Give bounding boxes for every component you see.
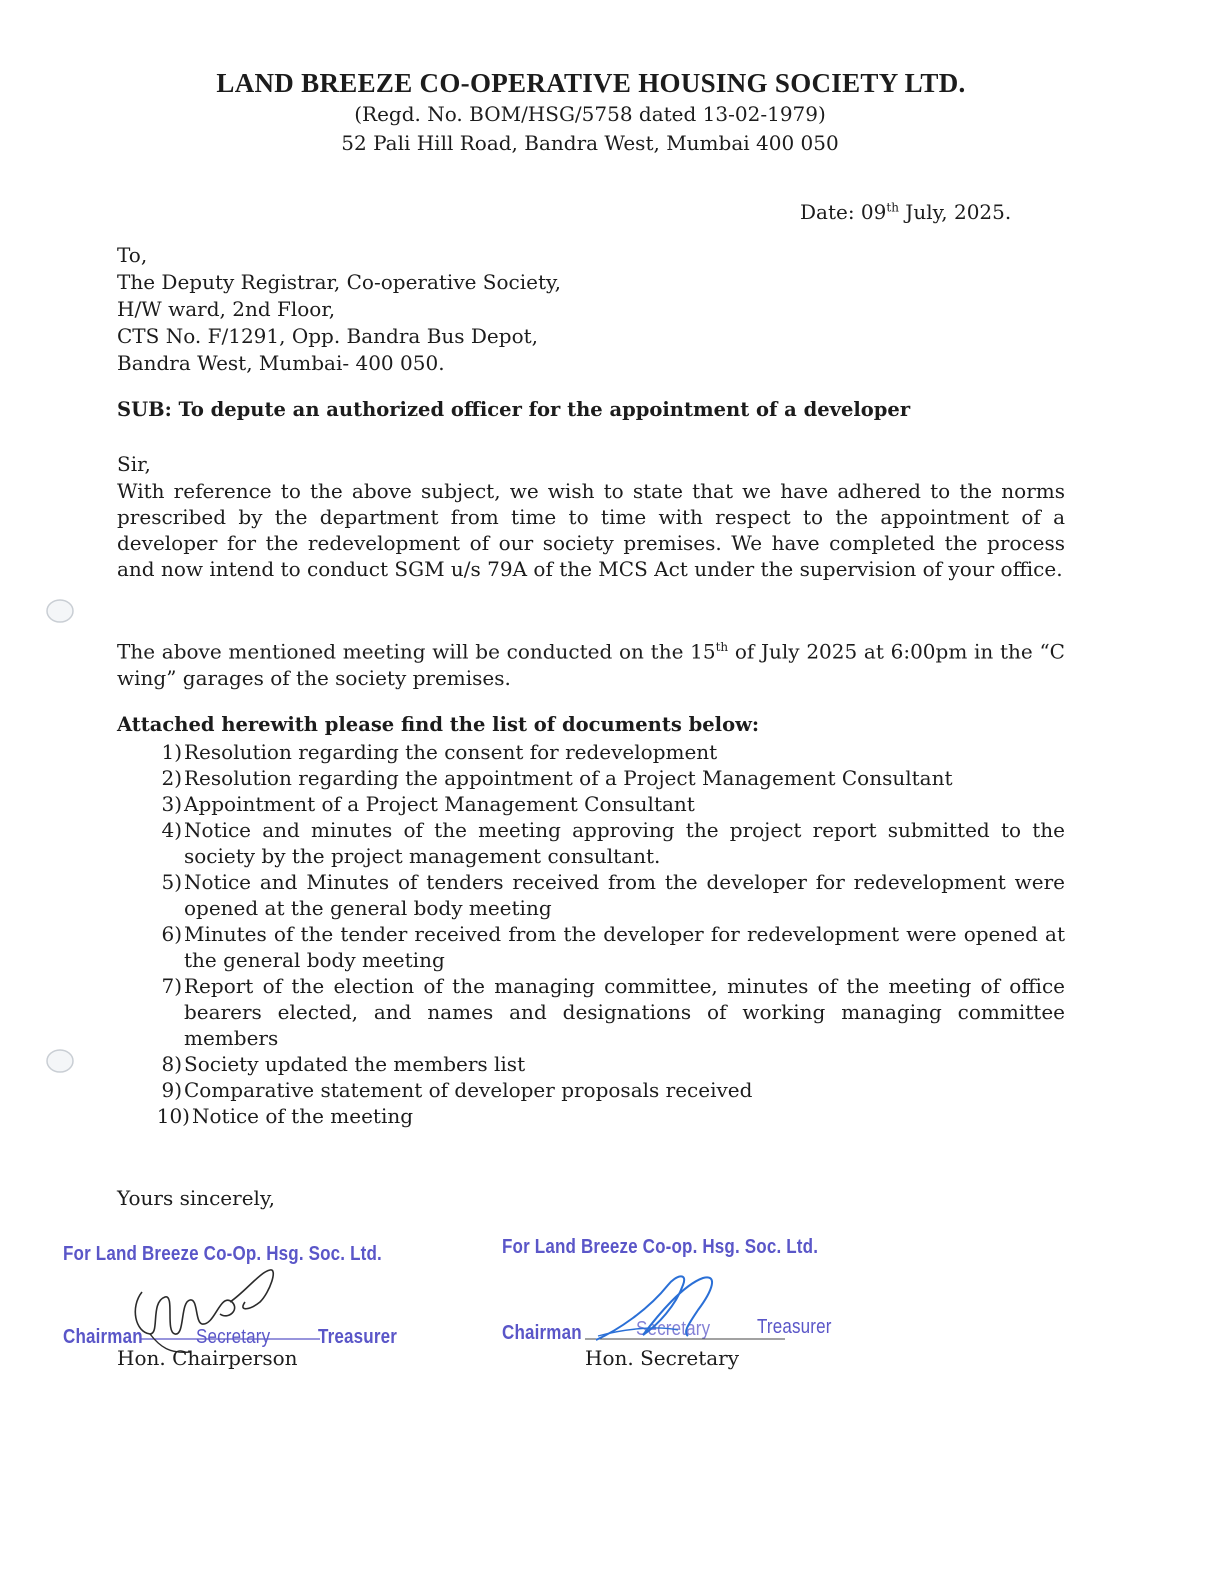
- list-item: 4) Notice and minutes of the meeting approving the project report submitted to the society by the project management consultant.: [161, 818, 1065, 868]
- list-item: 5) Notice and Minutes of tenders received from the developer for redevelopment were opened at the general body meeting: [161, 870, 1065, 920]
- recipient-line: The Deputy Registrar, Co-operative Society,: [117, 270, 562, 294]
- letterhead: [0, 68, 1180, 157]
- salutation: Sir,: [117, 452, 151, 476]
- list-item: 6) Minutes of the tender received from the developer for redevelopment were opened at the general body meeting: [161, 922, 1065, 972]
- recipient-line: H/W ward, 2nd Floor,: [117, 297, 336, 321]
- right-stamp-chairman: Chairman: [502, 1322, 582, 1344]
- left-signer-title: Hon. Chairperson: [117, 1346, 298, 1370]
- society-address: 52 Pali Hill Road, Bandra West, Mumbai 400 050: [341, 131, 839, 155]
- list-item: 1) Resolution regarding the consent for redevelopment: [161, 740, 718, 764]
- body-paragraph-1: With reference to the above subject, we wish to state that we have adhered to the norms prescribed by the department from time to time with respect to the appointment of a developer for the redevelopment of our society premises. We have completed the process and now intend to conduct SGM u/s 79A of the MCS Act under the supervision of your office.: [117, 479, 1065, 581]
- left-stamp-chairman: Chairman: [63, 1326, 143, 1348]
- recipient-to: To,: [117, 243, 148, 267]
- subject-line: SUB: To depute an authorized officer for the appointment of a developer: [117, 398, 911, 421]
- organization-name: LAND BREEZE CO-OPERATIVE HOUSING SOCIETY LTD.: [216, 68, 966, 98]
- recipient-line: CTS No. F/1291, Opp. Bandra Bus Depot,: [117, 324, 539, 348]
- right-signer-title: Hon. Secretary: [585, 1346, 740, 1370]
- documents-list: [117, 739, 1065, 1129]
- list-item: 8) Society updated the members list: [161, 1052, 526, 1076]
- right-stamp-secretary: Secretary: [636, 1318, 711, 1340]
- right-handwritten-signature: [588, 1270, 738, 1350]
- letter-date: Date: 09th July, 2025.: [800, 200, 1012, 224]
- list-item: 3) Appointment of a Project Management Consultant: [161, 792, 695, 816]
- list-item: 2) Resolution regarding the appointment of a Project Management Consultant: [161, 766, 953, 790]
- right-stamp-treasurer: Treasurer: [757, 1316, 832, 1338]
- list-item: 10) Notice of the meeting: [156, 1104, 414, 1128]
- list-item: 9) Comparative statement of developer proposals received: [161, 1078, 753, 1102]
- recipient-address: [117, 242, 561, 377]
- left-stamp-secretary: Secretary: [196, 1326, 271, 1348]
- registration-number: (Regd. No. BOM/HSG/5758 dated 13-02-1979): [354, 102, 826, 126]
- punch-hole-top: [44, 596, 76, 626]
- list-item: 7) Report of the election of the managing committee, minutes of the meeting of office bearers elected, and names and designations of working managing committee members: [161, 974, 1065, 1050]
- recipient-line: Bandra West, Mumbai- 400 050.: [117, 351, 445, 375]
- body-paragraph-2: The above mentioned meeting will be conducted on the 15th of July 2025 at 6:00pm in the “C wing” garages of the society premises.: [117, 639, 1065, 690]
- closing-line: Yours sincerely,: [117, 1186, 275, 1210]
- attachments-heading: Attached herewith please find the list of documents below:: [117, 713, 760, 736]
- punch-hole-bottom: [44, 1046, 76, 1076]
- left-stamp-society-name: For Land Breeze Co-Op. Hsg. Soc. Ltd.: [63, 1243, 382, 1265]
- right-stamp-society-name: For Land Breeze Co-op. Hsg. Soc. Ltd.: [502, 1236, 819, 1258]
- left-stamp-treasurer: Treasurer: [318, 1326, 398, 1348]
